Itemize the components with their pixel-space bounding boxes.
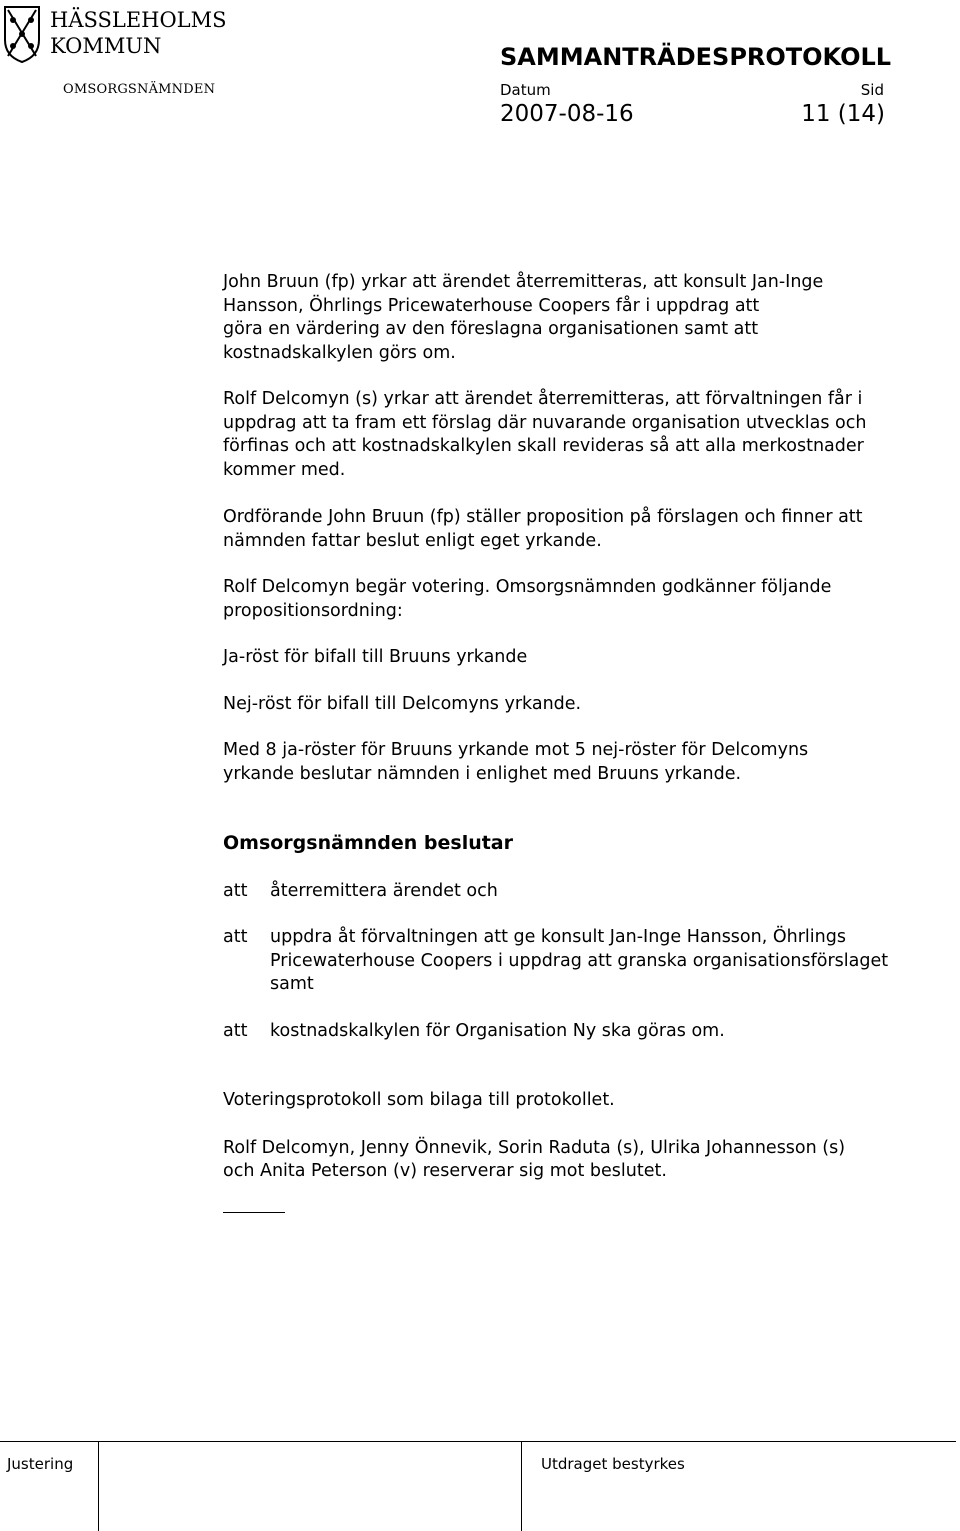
paragraph-bruun-motion xyxy=(223,271,960,365)
protocol-body xyxy=(223,271,960,1213)
coat-of-arms-icon xyxy=(2,4,42,64)
paragraph-chair-proposition xyxy=(223,506,960,553)
footer-column-divider xyxy=(521,1441,522,1531)
municipality-name-line2: KOMMUN xyxy=(50,34,162,58)
text-line: nämnden fattar beslut enligt eget yrkande. xyxy=(223,530,602,551)
decision-heading: Omsorgsnämnden beslutar xyxy=(223,832,514,854)
decision-text xyxy=(270,880,960,904)
decision-key: att xyxy=(223,880,248,901)
section-separator xyxy=(223,1212,285,1213)
paragraph-vote-request xyxy=(223,576,960,623)
text-line: yrkande beslutar nämnden i enlighet med Bruuns yrkande. xyxy=(223,763,742,784)
text-line: Rolf Delcomyn begär votering. Omsorgsnämnden godkänner följande xyxy=(223,577,832,597)
footer-divider xyxy=(0,1441,956,1442)
decision-key: att xyxy=(223,1020,248,1041)
decision-text xyxy=(270,926,960,997)
text-line: John Bruun (fp) yrkar att ärendet återremitteras, att konsult Jan-Inge xyxy=(223,272,824,292)
footer-certified-label: Utdraget bestyrkes xyxy=(541,1455,685,1473)
decision-item xyxy=(223,880,960,904)
decision-item xyxy=(223,1020,960,1044)
text-line: göra en värdering av den föreslagna organisationen samt att xyxy=(223,319,759,339)
text-line: kostnadskalkylen görs om. xyxy=(223,342,456,363)
text-line: kommer med. xyxy=(223,459,346,480)
text-line: och Anita Peterson (v) reserverar sig mot beslutet. xyxy=(223,1161,667,1181)
page-label: Sid xyxy=(860,81,884,99)
text-line: uppdrag att ta fram ett förslag där nuvarande organisation utvecklas och xyxy=(223,412,867,433)
text-line: Ordförande John Bruun (fp) ställer proposition på förslagen och finner att xyxy=(223,507,863,527)
paragraph-vote-result xyxy=(223,739,960,786)
footer-column-divider xyxy=(98,1441,99,1531)
date-value: 2007-08-16 xyxy=(500,101,634,127)
date-label: Datum xyxy=(500,81,551,99)
paragraph-no-vote: Nej-röst för bifall till Delcomyns yrkande. xyxy=(223,693,582,714)
text-line: samt xyxy=(270,974,314,994)
paragraph-delcomyn-motion xyxy=(223,388,960,482)
decision-key: att xyxy=(223,927,248,947)
page-value: 11 (14) xyxy=(801,101,885,127)
text-line: Med 8 ja-röster för Bruuns yrkande mot 5 nej-röster för Delcomyns xyxy=(223,740,809,760)
decision-item xyxy=(223,926,960,997)
text-line: Pricewaterhouse Coopers i uppdrag att granska organisationsförslaget xyxy=(270,950,889,971)
municipality-name-line1: HÄSSLEHOLMS xyxy=(50,8,227,32)
text-line: återremittera ärendet och xyxy=(270,880,498,901)
text-line: förfinas och att kostnadskalkylen skall revideras så att alla merkostnader xyxy=(223,436,864,456)
footer-justering-label: Justering xyxy=(7,1455,74,1473)
text-line: propositionsordning: xyxy=(223,600,403,621)
text-line: uppdra åt förvaltningen att ge konsult Jan-Inge Hansson, Öhrlings xyxy=(270,927,846,947)
paragraph-yes-vote: Ja-röst för bifall till Bruuns yrkande xyxy=(223,647,528,667)
paragraph-reservation xyxy=(223,1137,960,1184)
text-line: Rolf Delcomyn, Jenny Önnevik, Sorin Raduta (s), Ulrika Johannesson (s) xyxy=(223,1137,846,1158)
committee-name: OMSORGSNÄMNDEN xyxy=(63,82,216,97)
paragraph-voting-protocol: Voteringsprotokoll som bilaga till protokollet. xyxy=(223,1090,615,1110)
municipality-name xyxy=(50,7,227,59)
document-title: SAMMANTRÄDESPROTOKOLL xyxy=(500,43,892,71)
text-line: kostnadskalkylen för Organisation Ny ska göras om. xyxy=(270,1020,725,1041)
decision-text xyxy=(270,1020,960,1044)
text-line: Hansson, Öhrlings Pricewaterhouse Coopers får i uppdrag att xyxy=(223,295,760,316)
text-line: Rolf Delcomyn (s) yrkar att ärendet återremitteras, att förvaltningen får i xyxy=(223,389,863,409)
